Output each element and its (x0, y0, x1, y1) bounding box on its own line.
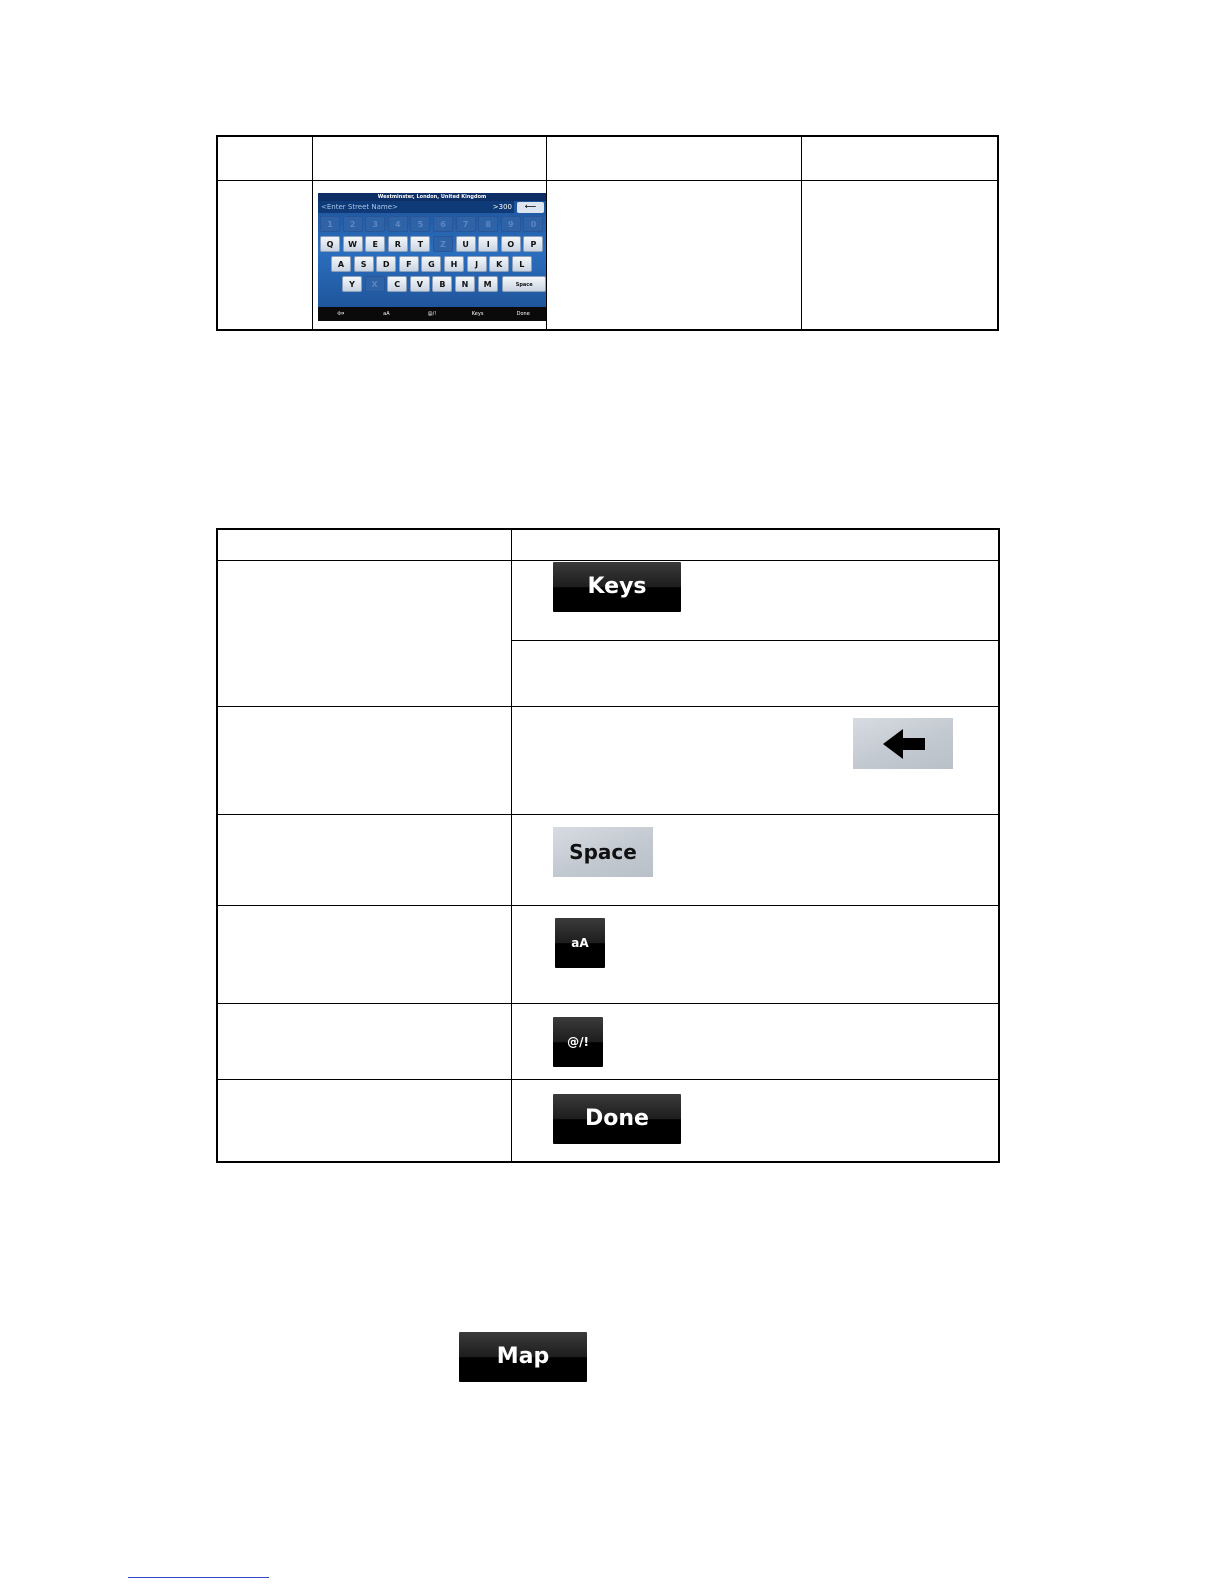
keyboard-bottom-bar (318, 307, 546, 321)
keyboard-letter-key: N (455, 276, 475, 292)
case-toggle-button[interactable]: aA (555, 918, 605, 968)
keyboard-letter-key: A (331, 256, 351, 272)
keyboard-letter-key: M (478, 276, 498, 292)
arrow-left-icon (853, 718, 953, 769)
symbols-button[interactable]: @/! (553, 1017, 603, 1067)
keyboard-digit-key: 8 (478, 216, 498, 232)
keyboard-letter-key: G (421, 256, 441, 272)
column-divider (511, 530, 512, 1161)
keyboard-digit-key: 9 (501, 216, 521, 232)
keyboard-letter-key: S (354, 256, 374, 272)
column-divider (312, 137, 313, 329)
row-divider (218, 1079, 998, 1080)
keyboard-digit-key: 0 (523, 216, 543, 232)
keyboard-digit-key: 2 (343, 216, 363, 232)
keyboard-letter-key: K (489, 256, 509, 272)
row-divider (218, 1003, 998, 1004)
keyboard-digit-key: 3 (365, 216, 385, 232)
backspace-key: ⟵ (517, 202, 544, 213)
keyboard-bar-item: Keys (471, 311, 484, 317)
keyboard-letter-key: Q (320, 236, 340, 252)
keyboard-bar-item: @/! (427, 311, 437, 317)
row-divider (218, 905, 998, 906)
keyboard-letter-key: J (467, 256, 487, 272)
keyboard-letter-key: V (410, 276, 430, 292)
column-divider (801, 137, 802, 329)
keyboard-digit-key: 1 (320, 216, 340, 232)
keyboard-letter-key: C (387, 276, 407, 292)
keyboard-digit-key: 5 (410, 216, 430, 232)
table-header-divider (218, 180, 997, 181)
keys-button[interactable]: Keys (553, 562, 681, 612)
keyboard-letter-key: O (501, 236, 521, 252)
space-button[interactable]: Space (553, 827, 653, 877)
row-divider (218, 560, 998, 561)
keyboard-letter-key: Y (342, 276, 362, 292)
keyboard-letter-key: D (376, 256, 396, 272)
keyboard-letter-key: R (388, 236, 408, 252)
keyboard-letter-key: T (410, 236, 430, 252)
keyboard-digit-key: 4 (388, 216, 408, 232)
keyboard-letter-key: E (365, 236, 385, 252)
footer-link[interactable] (128, 1577, 269, 1578)
map-button[interactable]: Map (459, 1332, 587, 1382)
row-divider (218, 706, 998, 707)
row-divider (218, 814, 998, 815)
row-divider (511, 640, 998, 641)
keyboard-bar-item: aA (383, 311, 390, 317)
keyboard-letter-key: I (478, 236, 498, 252)
keyboard-letter-key: H (444, 256, 464, 272)
keyboard-digit-key: 7 (456, 216, 476, 232)
keyboard-letter-key: U (456, 236, 476, 252)
keyboard-bar-item: Done (516, 311, 530, 317)
column-divider (546, 137, 547, 329)
keyboard-screenshot (318, 193, 546, 321)
location-label: Westminster, London, United Kingdom (318, 193, 546, 201)
keyboard-space-key: Space (502, 276, 546, 292)
keyboard-letter-key: Z (433, 236, 453, 252)
keyboard-letter-key: P (523, 236, 543, 252)
backspace-button[interactable] (853, 718, 953, 769)
keyboard-letter-key: X (365, 276, 385, 292)
keyboard-letter-key: F (399, 256, 419, 272)
keyboard-letter-key: W (343, 236, 363, 252)
keyboard-digit-key: 6 (433, 216, 453, 232)
done-button[interactable]: Done (553, 1094, 681, 1144)
street-name-input: <Enter Street Name> (318, 201, 514, 213)
keyboard-letter-key: B (432, 276, 452, 292)
keyboard-letter-key: L (512, 256, 532, 272)
keyboard-bar-item: ⇦ (337, 309, 345, 319)
result-count: >300 (492, 203, 512, 211)
